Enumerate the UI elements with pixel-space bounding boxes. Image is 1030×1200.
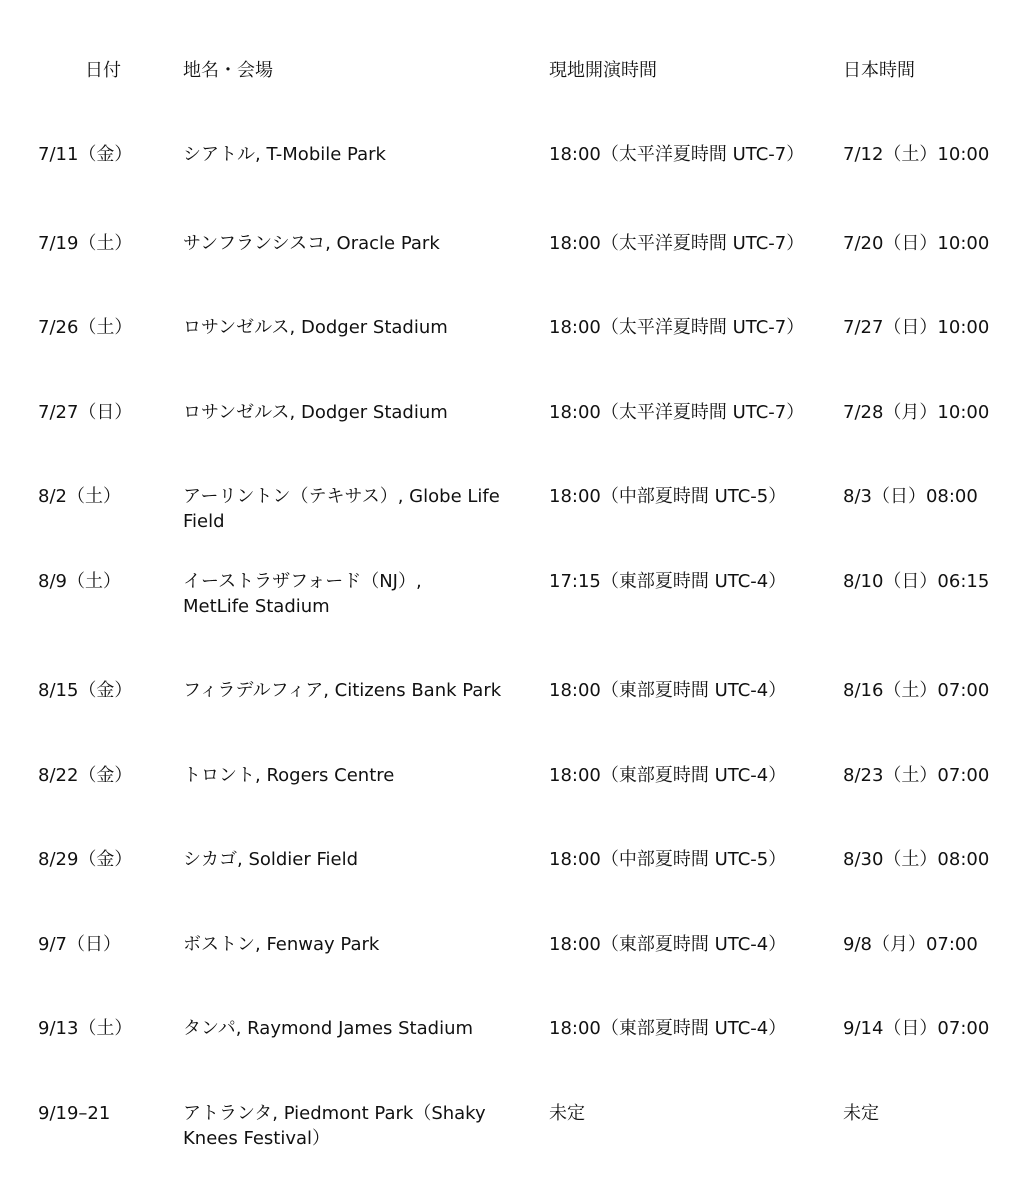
header-japan-time: 日本時間	[843, 60, 915, 81]
cell-local-time: 18:00（東部夏時間 UTC-4）	[549, 765, 787, 786]
cell-local-time: 18:00（東部夏時間 UTC-4）	[549, 934, 787, 955]
cell-local-time: 18:00（東部夏時間 UTC-4）	[549, 680, 787, 701]
header-local-time: 現地開演時間	[549, 60, 657, 81]
cell-japan-time: 7/20（日）10:00	[843, 233, 990, 254]
cell-local-time: 18:00（東部夏時間 UTC-4）	[549, 1018, 787, 1039]
cell-date: 8/2（土）	[38, 486, 121, 507]
cell-japan-time: 8/3（日）08:00	[843, 486, 978, 507]
cell-japan-time: 8/30（土）08:00	[843, 849, 990, 870]
cell-japan-time: 8/10（日）06:15	[843, 571, 990, 592]
cell-japan-time: 未定	[843, 1103, 879, 1124]
cell-local-time: 未定	[549, 1103, 585, 1124]
cell-local-time: 18:00（太平洋夏時間 UTC-7）	[549, 233, 805, 254]
cell-venue: ロサンゼルス, Dodger Stadium	[183, 317, 448, 338]
header-venue: 地名・会場	[183, 60, 273, 81]
cell-venue: ロサンゼルス, Dodger Stadium	[183, 402, 448, 423]
cell-date: 8/9（土）	[38, 571, 121, 592]
cell-date: 7/26（土）	[38, 317, 133, 338]
cell-local-time: 18:00（太平洋夏時間 UTC-7）	[549, 402, 805, 423]
cell-date: 9/19–21	[38, 1103, 111, 1124]
cell-venue: サンフランシスコ, Oracle Park	[183, 233, 440, 254]
cell-date: 8/29（金）	[38, 849, 133, 870]
cell-date: 9/7（日）	[38, 934, 121, 955]
cell-date: 8/22（金）	[38, 765, 133, 786]
cell-date: 7/19（土）	[38, 233, 133, 254]
cell-local-time: 18:00（太平洋夏時間 UTC-7）	[549, 317, 805, 338]
cell-japan-time: 9/8（月）07:00	[843, 934, 978, 955]
cell-japan-time: 7/27（日）10:00	[843, 317, 990, 338]
cell-venue: ボストン, Fenway Park	[183, 934, 380, 955]
cell-venue: アーリントン（テキサス）, Globe Life Field	[183, 486, 500, 532]
cell-venue: シアトル, T-Mobile Park	[183, 144, 386, 165]
cell-venue: シカゴ, Soldier Field	[183, 849, 359, 870]
cell-local-time: 18:00（太平洋夏時間 UTC-7）	[549, 144, 805, 165]
cell-venue: タンパ, Raymond James Stadium	[183, 1018, 474, 1039]
cell-local-time: 17:15（東部夏時間 UTC-4）	[549, 571, 787, 592]
cell-local-time: 18:00（中部夏時間 UTC-5）	[549, 486, 787, 507]
cell-venue: トロント, Rogers Centre	[183, 765, 395, 786]
cell-local-time: 18:00（中部夏時間 UTC-5）	[549, 849, 787, 870]
cell-venue: フィラデルフィア, Citizens Bank Park	[183, 680, 502, 701]
cell-venue: イーストラザフォード（NJ）, MetLife Stadium	[183, 571, 422, 617]
cell-japan-time: 8/23（土）07:00	[843, 765, 990, 786]
cell-date: 7/11（金）	[38, 144, 133, 165]
cell-japan-time: 8/16（土）07:00	[843, 680, 990, 701]
cell-date: 8/15（金）	[38, 680, 133, 701]
cell-japan-time: 9/14（日）07:00	[843, 1018, 990, 1039]
header-date: 日付	[85, 60, 121, 81]
cell-venue: アトランタ, Piedmont Park（Shaky Knees Festival）	[183, 1103, 486, 1149]
cell-date: 7/27（日）	[38, 402, 133, 423]
cell-japan-time: 7/12（土）10:00	[843, 144, 990, 165]
cell-date: 9/13（土）	[38, 1018, 133, 1039]
cell-japan-time: 7/28（月）10:00	[843, 402, 990, 423]
